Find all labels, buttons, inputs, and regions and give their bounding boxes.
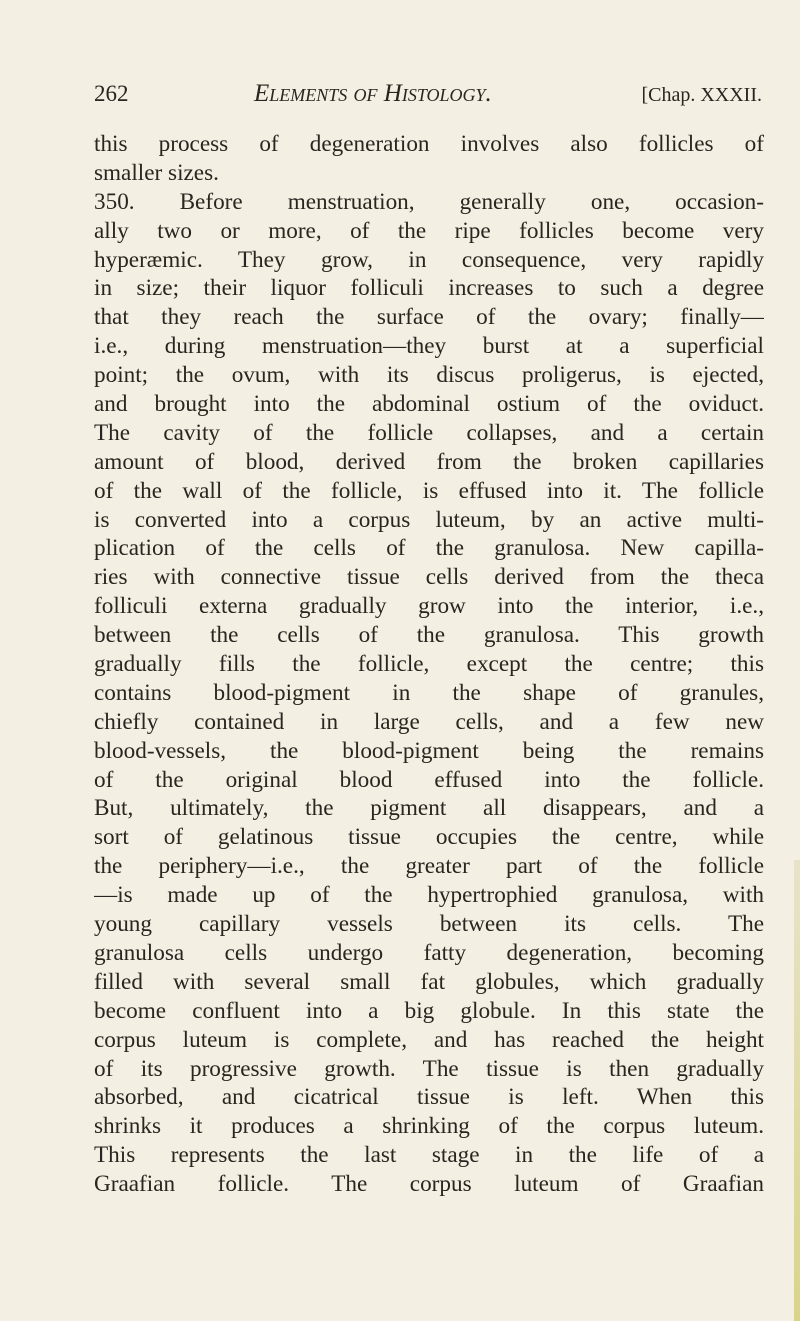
text-line: absorbed, and cicatrical tissue is left. When this <box>94 1084 764 1111</box>
text-line: Graafian follicle. The corpus luteum of Graafian <box>94 1171 764 1198</box>
text-line: ries with connective tissue cells derived from the theca <box>94 564 764 591</box>
text-line: —is made up of the hypertrophied granulosa, with <box>94 882 764 909</box>
text-line: amount of blood, derived from the broken capillaries <box>94 448 764 475</box>
text-line: in size; their liquor folliculi increases to such a degree <box>94 275 764 302</box>
text-line: The cavity of the follicle collapses, and a certain <box>94 419 764 446</box>
text-line: is converted into a corpus luteum, by an active multi- <box>94 506 764 533</box>
body-text <box>94 130 764 1199</box>
text-line: that they reach the surface of the ovary; finally— <box>94 304 764 331</box>
text-line: become confluent into a big globule. In this state the <box>94 997 764 1024</box>
page-number: 262 <box>94 81 129 106</box>
text-line: sort of gelatinous tissue occupies the centre, while <box>94 824 764 851</box>
text-line: young capillary vessels between its cells. The <box>94 911 764 938</box>
page-edge-mark <box>794 860 800 1321</box>
text-line: This represents the last stage in the life of a <box>94 1142 764 1169</box>
text-line: point; the ovum, with its discus proligerus, is ejected, <box>94 362 764 389</box>
text-line: filled with several small fat globules, which gradually <box>94 968 764 995</box>
text-line: of the original blood effused into the follicle. <box>94 766 764 793</box>
text-line: But, ultimately, the pigment all disappears, and a <box>94 795 764 822</box>
text-line: ally two or more, of the ripe follicles become very <box>94 217 764 244</box>
text-line: of its progressive growth. The tissue is then gradually <box>94 1055 764 1082</box>
text-line: and brought into the abdominal ostium of the oviduct. <box>94 391 764 418</box>
text-line: hyperæmic. They grow, in consequence, very rapidly <box>94 246 764 273</box>
chapter-label: [Chap. XXXII. <box>641 84 762 106</box>
text-line: folliculi externa gradually grow into the interior, i.e., <box>94 593 764 620</box>
text-line: granulosa cells undergo fatty degeneration, becoming <box>94 939 764 966</box>
text-line: between the cells of the granulosa. This growth <box>94 622 764 649</box>
page-header <box>94 80 762 114</box>
text-line: smaller sizes. <box>94 159 219 186</box>
text-line: i.e., during menstruation—they burst at a superficial <box>94 333 764 360</box>
text-line: shrinks it produces a shrinking of the corpus luteum. <box>94 1113 764 1140</box>
running-title: Elements of Histology. <box>254 80 492 107</box>
text-line: gradually fills the follicle, except the centre; this <box>94 651 764 678</box>
text-line: 350. Before menstruation, generally one, occasion- <box>94 188 764 215</box>
text-line: contains blood-pigment in the shape of granules, <box>94 679 764 706</box>
text-line: the periphery—i.e., the greater part of the follicle <box>94 853 764 880</box>
text-line: this process of degeneration involves also follicles of <box>94 131 764 157</box>
text-line: corpus luteum is complete, and has reached the height <box>94 1026 764 1053</box>
text-line: of the wall of the follicle, is effused into it. The follicle <box>94 477 764 504</box>
text-line: blood-vessels, the blood-pigment being the remains <box>94 737 764 764</box>
text-line: chiefly contained in large cells, and a few new <box>94 708 764 735</box>
text-line: plication of the cells of the granulosa. New capilla- <box>94 535 764 562</box>
